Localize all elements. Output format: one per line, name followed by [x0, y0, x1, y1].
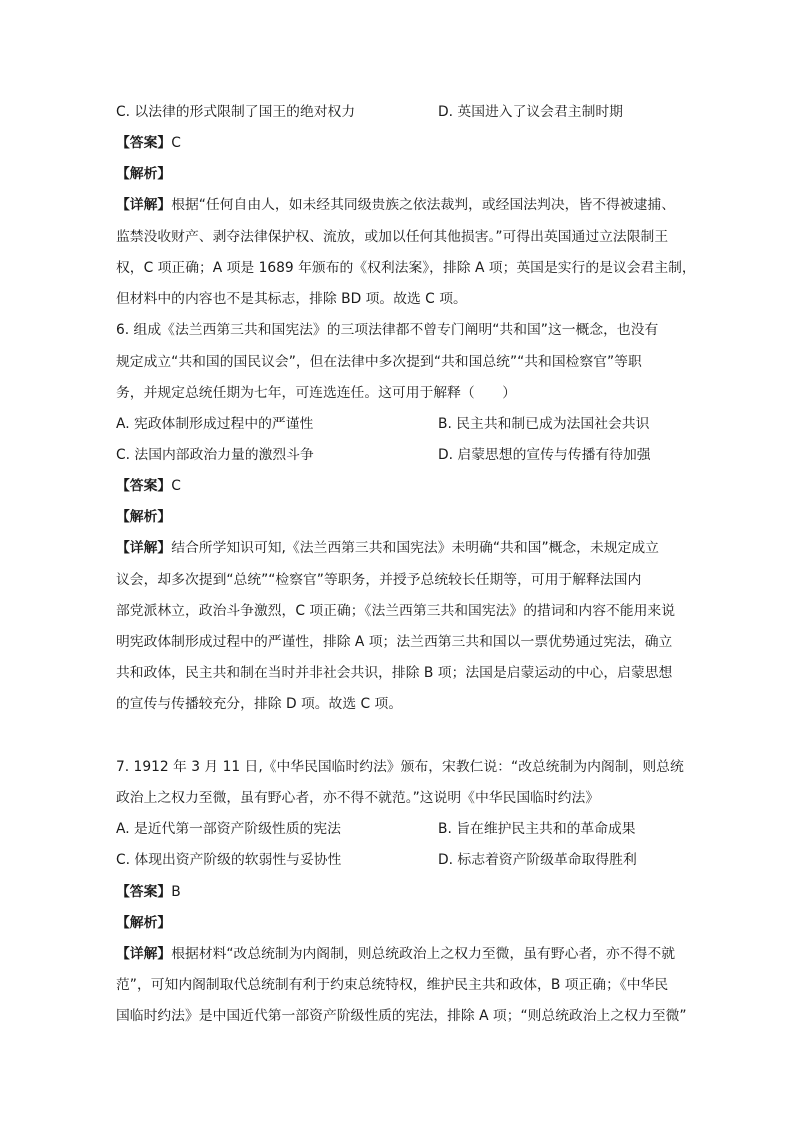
answer-value: C: [171, 478, 181, 494]
answer-value: B: [171, 884, 181, 900]
q6-detail-line-1: [116, 538, 659, 558]
q5-detail-line-3: 权，C 项正确；A 项是 1689 年颁布的《权利法案》，排除 A 项；英国是实行的是议会君主制，: [116, 260, 696, 276]
answer-label: 【答案】: [116, 135, 172, 151]
detail-label: 【详解】: [116, 197, 172, 213]
analysis-label: 【解析】: [116, 509, 172, 525]
q7-detail-line-3: 国临时约法》是中国近代第一部资产阶级性质的宪法，排除 A 项；“则总统政治上之权力至微”: [116, 1008, 687, 1024]
q6-option-d: D. 启蒙思想的宣传与传播有待加强: [438, 447, 651, 463]
q6-detail-line-5: 共和政体，民主共和制在当时并非社会共识，排除 B 项；法国是启蒙运动的中心，启蒙思想: [116, 665, 673, 681]
q7-option-d: D. 标志着资产阶级革命取得胜利: [438, 852, 637, 868]
answer-value: C: [171, 135, 181, 151]
q7-analysis-label: [116, 913, 171, 933]
q6-stem-line-2: 规定成立“共和国的国民议会”，但在法律中多次提到“共和国总统”“共和国检察官”等职: [116, 354, 642, 370]
q7-answer-row: [116, 882, 181, 902]
q7-detail-line-1: [116, 944, 675, 964]
q6-stem-line-3: 务，并规定总统任期为七年，可连选连任。这可用于解释（ ）: [116, 385, 517, 401]
detail-text: 根据材料“改总统制为内阁制，则总统政治上之权力至微，虽有野心者，亦不得不就: [171, 946, 676, 962]
q6-detail-line-4: 明宪政体制形成过程中的严谨性，排除 A 项；法兰西第三共和国以一票优势通过宪法，确立: [116, 634, 673, 650]
detail-label: 【详解】: [116, 946, 172, 962]
q5-option-c: C. 以法律的形式限制了国王的绝对权力: [116, 104, 356, 120]
q7-stem-line-1: 7. 1912 年 3 月 11 日,《中华民国临时约法》颁布，宋教仁说：“改总统制为内阁制，则总统: [116, 759, 684, 775]
q6-stem-line-1: 6. 组成《法兰西第三共和国宪法》的三项法律都不曾专门阐明“共和国”这一概念，也没有: [116, 322, 659, 338]
q6-answer-row: [116, 476, 181, 496]
q5-detail-line-1: [116, 195, 675, 215]
analysis-label: 【解析】: [116, 915, 172, 931]
q5-detail-line-4: 但材料中的内容也不是其标志，排除 BD 项。故选 C 项。: [116, 291, 467, 307]
q7-option-b: B. 旨在维护民主共和的革命成果: [438, 821, 636, 837]
q7-detail-line-2: 范”，可知内阁制取代总统制有利于约束总统特权，维护民主共和政体，B 项正确；《中华民: [116, 977, 669, 993]
detail-label: 【详解】: [116, 540, 172, 556]
q6-option-c: C. 法国内部政治力量的激烈斗争: [116, 447, 314, 463]
detail-text: 结合所学知识可知,《法兰西第三共和国宪法》未明确“共和国”概念，未规定成立: [171, 540, 659, 556]
q6-detail-line-6: 的宣传与传播较充分，排除 D 项。故选 C 项。: [116, 696, 403, 712]
q6-detail-line-2: 议会，却多次提到“总统”“检察官”等职务，并授予总统较长任期等，可用于解释法国内: [116, 572, 642, 588]
q7-option-c: C. 体现出资产阶级的软弱性与妥协性: [116, 852, 342, 868]
q6-analysis-label: [116, 507, 171, 527]
q7-stem-line-2: 政治上之权力至微，虽有野心者，亦不得不就范。”这说明《中华民国临时约法》: [116, 790, 600, 806]
analysis-label: 【解析】: [116, 166, 172, 182]
q7-option-a: A. 是近代第一部资产阶级性质的宪法: [116, 821, 341, 837]
q5-option-d: D. 英国进入了议会君主制时期: [438, 104, 623, 120]
answer-label: 【答案】: [116, 478, 172, 494]
q6-detail-line-3: 部党派林立，政治斗争激烈，C 项正确；《法兰西第三共和国宪法》的措词和内容不能用来说: [116, 603, 675, 619]
detail-text: 根据“任何自由人，如未经其同级贵族之依法裁判，或经国法判决，皆不得被逮捕、: [171, 197, 676, 213]
answer-label: 【答案】: [116, 884, 172, 900]
q6-option-a: A. 宪政体制形成过程中的严谨性: [116, 416, 314, 432]
q6-option-b: B. 民主共和制已成为法国社会共识: [438, 416, 650, 432]
q5-detail-line-2: 监禁没收财产、剥夺法律保护权、流放，或加以任何其他损害。”可得出英国通过立法限制王: [116, 229, 669, 245]
q5-analysis-label: [116, 164, 171, 184]
q5-answer-row: [116, 133, 181, 153]
